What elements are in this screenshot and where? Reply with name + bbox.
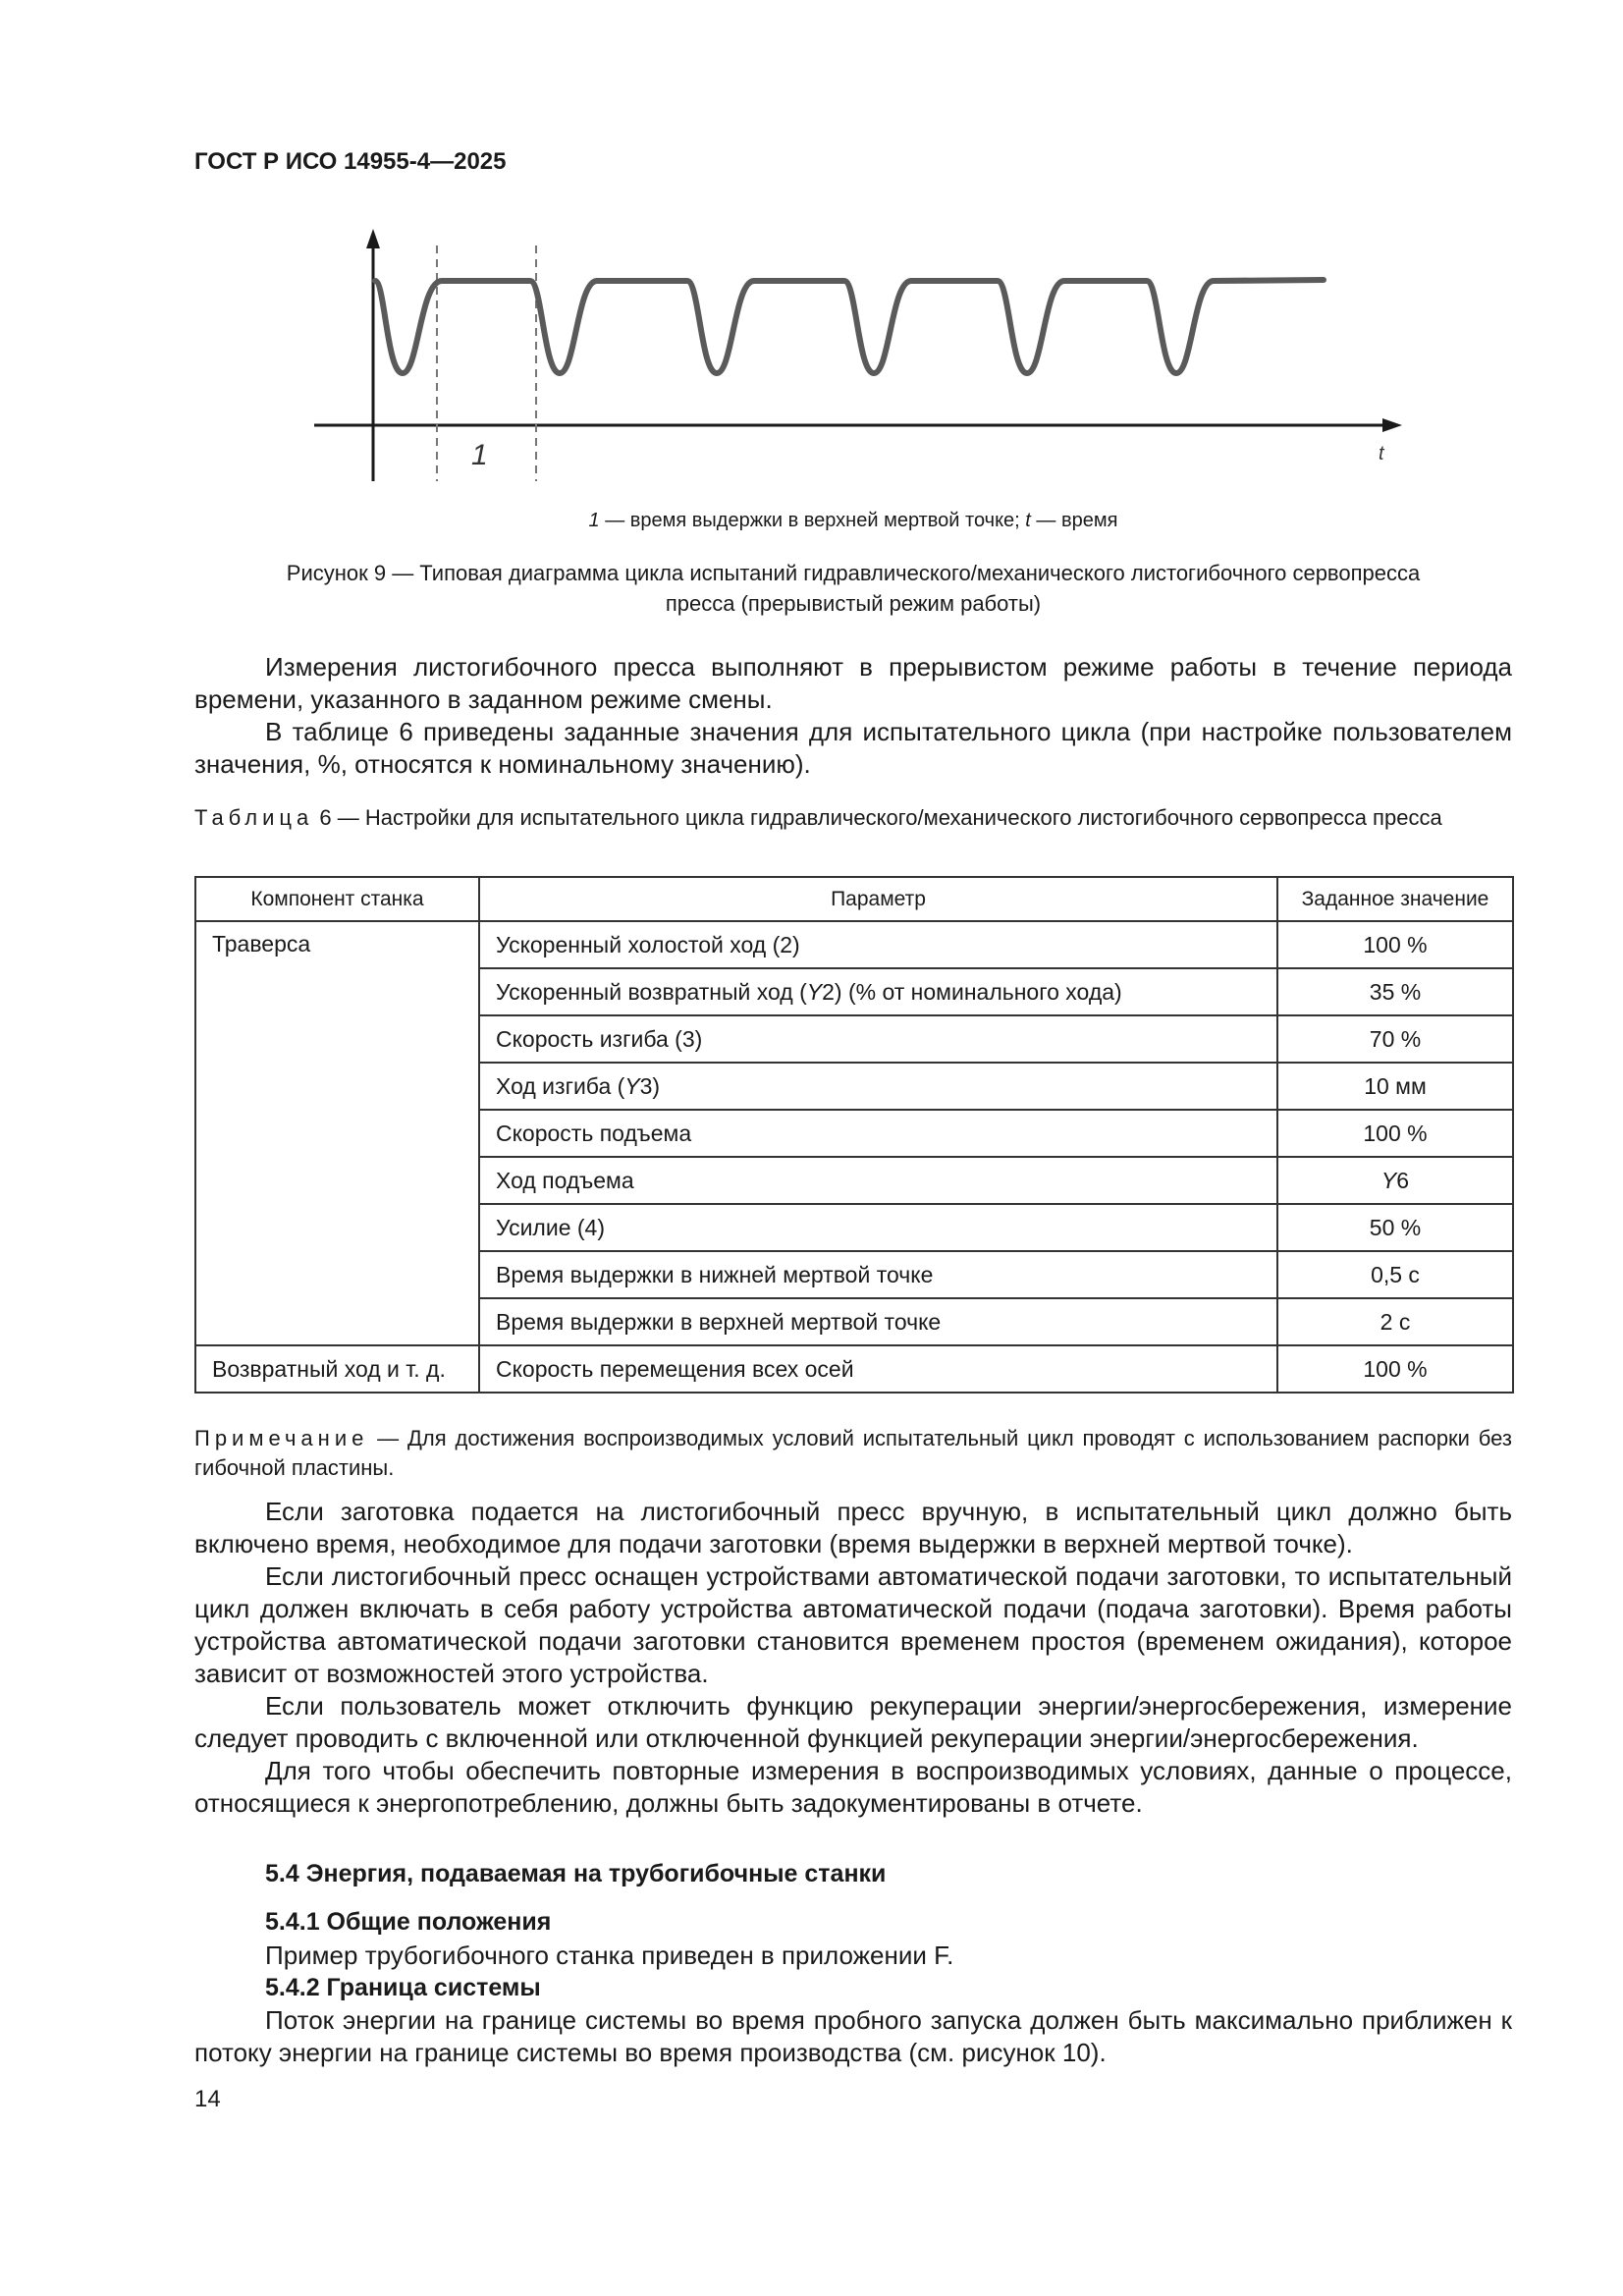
note-text: — Для достижения воспроизводимых условий испытательный цикл проводят с использованием распорки без гибочной пластины.: [194, 1426, 1512, 1480]
value-cell: 35 %: [1277, 968, 1513, 1015]
table-note: [194, 1424, 1512, 1483]
page-number: 14: [194, 2086, 221, 2112]
section-heading: 5.4 Энергия, подаваемая на трубогибочные станки: [265, 1860, 887, 1887]
x-axis-arrow-icon: [1382, 418, 1402, 432]
subsection-text-block: [194, 2004, 1512, 2069]
paragraph: Если пользователь может отключить функцию рекуперации энергии/энергосбережения, измерение следует проводить с включенной или отключенной функцией рекуперации энергии/энергосбережения.: [194, 1691, 1512, 1753]
parameter-cell: [479, 1063, 1277, 1110]
value-cell: 100 %: [1277, 921, 1513, 968]
paragraph: Измерения листогибочного пресса выполняют в прерывистом режиме работы в течение периода времени, указанного в заданном режиме смены.: [194, 652, 1512, 714]
parameter-cell: Время выдержки в верхней мертвой точке: [479, 1298, 1277, 1345]
value-cell: 2 с: [1277, 1298, 1513, 1345]
document-header: ГОСТ Р ИСО 14955-4—2025: [194, 148, 507, 175]
paragraph: Для того чтобы обеспечить повторные измерения в воспроизводимых условиях, данные о процессе, относящиеся к энергопотреблению, должны быть задокументированы в отчете.: [194, 1756, 1512, 1818]
column-header: Параметр: [479, 877, 1277, 921]
parameter-text: Ход изгиба (: [496, 1072, 625, 1099]
y-axis-arrow-icon: [366, 229, 380, 248]
value-cell: [1277, 1157, 1513, 1204]
table-header-row: [195, 877, 1513, 921]
paragraph: Если листогибочный пресс оснащен устройствами автоматической подачи заготовки, то испытательный цикл должен включать в себя работу устройства автоматической подачи (подача заготовки). Время работы устройства автоматической подачи заготовки становится временем простоя (временем ожидания), которое зависит от возможностей этого устройства.: [194, 1561, 1512, 1688]
value-cell: 100 %: [1277, 1345, 1513, 1393]
figure-caption: [194, 558, 1512, 619]
dwell-marker-label: 1: [471, 439, 488, 471]
parameter-symbol: Y: [806, 978, 823, 1005]
table-caption-text: 6 — Настройки для испытательного цикла гидравлического/механического листогибочного сервопресса пресса: [313, 805, 1442, 830]
legend-end: — время: [1030, 510, 1118, 531]
note-label: Примечание: [194, 1426, 369, 1450]
parameter-text: Ускоренный возвратный ход (: [496, 978, 807, 1005]
subsection-heading: 5.4.1 Общие положения: [265, 1908, 552, 1936]
component-cell: Возвратный ход и т. д.: [195, 1345, 479, 1393]
legend-t: t: [1025, 510, 1031, 531]
column-header: Компонент станка: [195, 877, 479, 921]
parameter-cell: Время выдержки в нижней мертвой точке: [479, 1251, 1277, 1298]
parameter-symbol: Y: [624, 1072, 640, 1099]
cycle-diagram: [295, 221, 1404, 501]
figure-legend: [194, 510, 1512, 532]
value-symbol: Y: [1380, 1167, 1397, 1193]
paragraph: В таблице 6 приведены заданные значения для испытательного цикла (при настройке пользователем значения, %, относятся к номинальному значению).: [194, 717, 1512, 779]
parameter-cell: [479, 968, 1277, 1015]
subsection-heading: 5.4.2 Граница системы: [265, 1974, 541, 2001]
parameter-cell: Скорость изгиба (3): [479, 1015, 1277, 1063]
value-cell: 0,5 с: [1277, 1251, 1513, 1298]
table-row: [195, 1345, 1513, 1393]
value-cell: 100 %: [1277, 1110, 1513, 1157]
value-cell: 10 мм: [1277, 1063, 1513, 1110]
body-text: [194, 1496, 1512, 1820]
value-text: 6: [1396, 1167, 1410, 1193]
figure-caption-line-1: Рисунок 9 — Типовая диаграмма цикла испытаний гидравлического/механического листогибочного сервопресса: [286, 561, 1421, 585]
value-cell: 70 %: [1277, 1015, 1513, 1063]
component-cell: Траверса: [195, 921, 479, 1345]
table-caption: [194, 803, 1512, 833]
table-row: [195, 921, 1513, 968]
column-header: Заданное значение: [1277, 877, 1513, 921]
parameter-text: 3): [639, 1072, 661, 1099]
table-caption-label: Таблица: [194, 805, 314, 830]
parameter-cell: Усилие (4): [479, 1204, 1277, 1251]
paragraph: Поток энергии на границе системы во время пробного запуска должен быть максимально приближен к потоку энергии на границе системы во время производства (см. рисунок 10).: [194, 2005, 1512, 2067]
parameter-cell: Скорость подъема: [479, 1110, 1277, 1157]
legend-num: 1: [588, 510, 600, 531]
parameter-text: 2) (% от номинального хода): [822, 978, 1122, 1005]
parameter-cell: Ускоренный холостой ход (2): [479, 921, 1277, 968]
x-axis-label: t: [1379, 443, 1384, 465]
legend-mid: — время выдержки в верхней мертвой точке;: [599, 510, 1026, 531]
parameter-cell: Ход подъема: [479, 1157, 1277, 1204]
value-cell: 50 %: [1277, 1204, 1513, 1251]
paragraph: Если заготовка подается на листогибочный пресс вручную, в испытательный цикл должно быть включено время, необходимое для подачи заготовки (время выдержки в верхней мертвой точке).: [194, 1497, 1512, 1558]
settings-table: [194, 876, 1514, 1394]
subsection-text: Пример трубогибочного станка приведен в приложении F.: [265, 1941, 954, 1970]
figure-caption-line-2: пресса (прерывистый режим работы): [665, 591, 1042, 616]
intro-text: [194, 651, 1512, 781]
cycle-curve: [375, 280, 1324, 373]
parameter-cell: Скорость перемещения всех осей: [479, 1345, 1277, 1393]
